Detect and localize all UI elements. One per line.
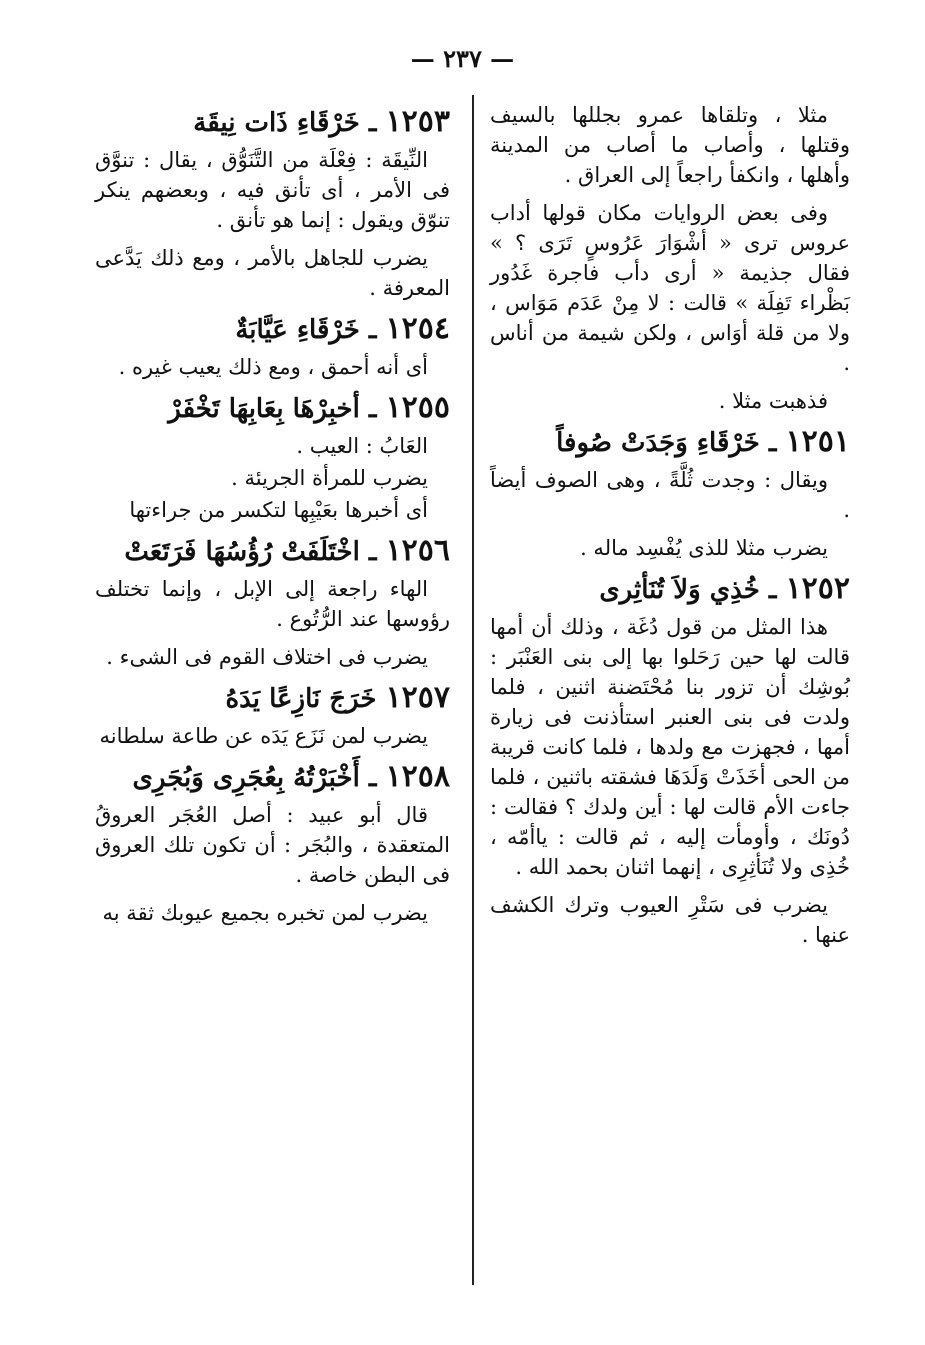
paragraph: فذهبت مثلا .	[718, 389, 828, 413]
entry-number: ١٢٥٨	[385, 759, 450, 794]
entry-heading-1253	[95, 104, 450, 141]
paragraph: أى أنه أحمق ، ومع ذلك يعيب غيره .	[118, 355, 428, 379]
entry-heading-1255	[95, 390, 450, 427]
entry-number: ١٢٥٧	[385, 680, 450, 715]
column-divider	[472, 95, 474, 1285]
paragraph: النِّيقَة : فِعْلَة من التَّنَوُّق ، يقال : تنوَّق فى الأمر ، أى تأنق فيه ، وبعضهم ينكر تنوّق ويقول : إنما هو تأنق .	[95, 148, 450, 232]
entry-number: ١٢٥٥	[385, 390, 450, 425]
entry-heading-1258	[95, 759, 450, 796]
paragraph: يضرب للجاهل بالأمر ، ومع ذلك يَدَّعى المعرفة .	[95, 246, 450, 300]
entry-number: ١٢٥٤	[385, 311, 450, 346]
proverb-text: خَرَجَ نَازِعًا يَدَهُ	[225, 684, 377, 714]
paragraph: أى أخبرها بعَيْبِها لتكسر من جراءتها	[129, 498, 428, 522]
proverb-text: ـ اخْتَلَفَتْ رُؤُسُهَا فَرَتَعَتْ	[124, 537, 377, 567]
paragraph: يضرب لمن نَزَع يَدَه عن طاعة سلطانه	[99, 724, 428, 748]
paragraph: قال أبو عبيد : أصل العُجَر العروقُ المتعقدة ، والبُجَر : أن تكون تلك العروق فى البطن خاصة .	[95, 803, 450, 887]
entry-number: ١٢٥٢	[785, 571, 850, 606]
page-number: — ٢٣٧ —	[410, 44, 515, 73]
paragraph: مثلا ، وتلقاها عمرو بجللها بالسيف وقتلها ، وأصاب ما أصاب من المدينة وأهلها ، وانكفأ راجعاً إلى العراق .	[490, 103, 850, 187]
proverb-text: ـ خَرْقَاءِ وَجَدَتْ صُوفاً	[556, 428, 777, 458]
left-column	[95, 100, 450, 936]
entry-heading-1251	[490, 424, 850, 461]
paragraph: يضرب فى سَتْرِ العيوب وترك الكشف عنها .	[490, 893, 850, 947]
paragraph: يضرب للمرأة الجريئة .	[231, 466, 428, 490]
paragraph: يضرب فى اختلاف القوم فى الشىء .	[106, 645, 428, 669]
entry-heading-1254	[95, 311, 450, 348]
entry-heading-1256	[95, 533, 450, 570]
paragraph: ويقال : وجدت ثُلَّةً ، وهى الصوف أيضاً .	[490, 468, 850, 522]
paragraph: يضرب مثلا للذى يُفْسِد ماله .	[580, 536, 828, 560]
proverb-text: ـ خُذِي وَلاَ تُنَأثِرى	[599, 575, 777, 605]
paragraph: العَابُ : العيب .	[296, 434, 428, 458]
paragraph: هذا المثل من قول دُغَة ، وذلك أن أمها قالت لها حين رَحَلوا بها إلى بنى العَنْبَر : بُوشِك أن تزور بنا مُحْتَضنة اثنين ، فلما ولدت فى بنى العنبر استأذنت فى زيارة أمها ، فجهزت مع ولدها ، فلما كانت قريبة من الحى أخَذَتْ وَلَدَهَا فشقته باثنين ، فلما جاءت الأم قالت لها : أين ولدك ؟ فقالت : دُونَك ، وأومأت إليه ، ثم قالت : ياأمّه ، خُذِى ولا تُنَأثِرِى ، إنهما اثنان بحمد الله .	[490, 615, 850, 879]
paragraph: وفى بعض الروايات مكان قولها أداب عروس ترى « أشْوَارَ عَرُوسٍ تَرَى ؟ » فقال جذيمة « أرى دأب فاجرة غَدُور بَظْراء تَفِلَة » قالت : لا مِنْ عَدَم مَوَاس ، ولا من قلة أوَاس ، ولكن شيمة من أناس .	[490, 201, 850, 375]
paragraph: يضرب لمن تخبره بجميع عيوبك ثقة به	[102, 901, 428, 925]
paragraph: الهاء راجعة إلى الإبل ، وإنما تختلف رؤوسها عند الرُّتُوع .	[95, 577, 450, 631]
proverb-text: ـ أَخْبَرْتُهُ بِعُجَرِى وَبُجَرِى	[132, 763, 377, 793]
entry-number: ١٢٥٦	[385, 533, 450, 568]
entry-heading-1257	[95, 680, 450, 717]
proverb-text: ـ خَرْقَاءِ عَيَّابَةٌ	[235, 315, 377, 345]
entry-heading-1252	[490, 571, 850, 608]
entry-number: ١٢٥٣	[385, 104, 450, 139]
proverb-text: ـ أخبِرْهَا بِعَابِهَا تَخْفَرْ	[168, 394, 377, 424]
proverb-text: ـ خَرْقَاءِ ذَات نِيقَة	[193, 108, 377, 138]
right-column	[490, 100, 850, 958]
entry-number: ١٢٥١	[785, 424, 850, 459]
